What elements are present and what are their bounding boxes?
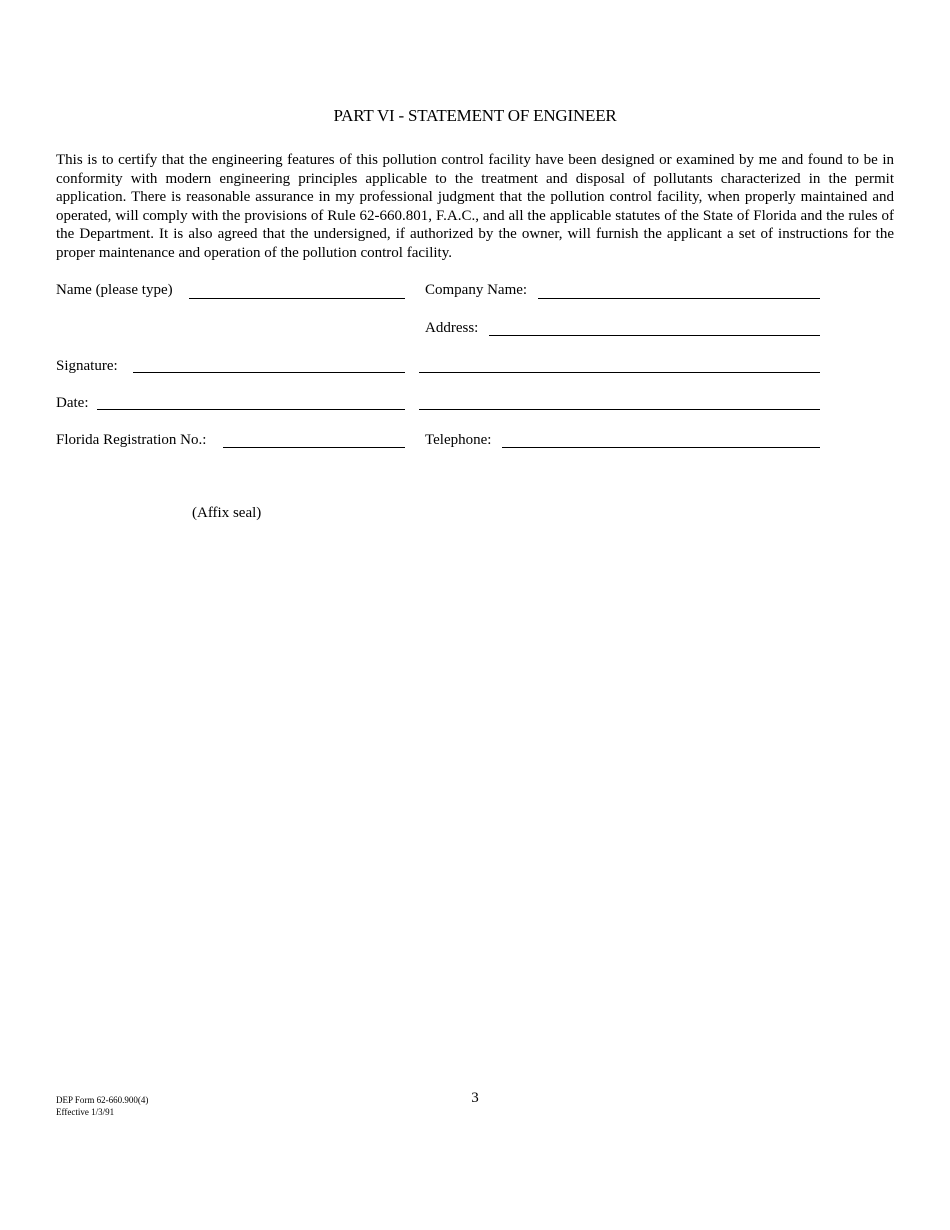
certification-paragraph: This is to certify that the engineering features of this pollution control facility have been designed or examined by me and found to be in conformity with modern engineering principles applicable to the treatment and disposal of pollutants characterized in the permit application. There is reasonable assurance in my professional judgment that the pollution control facility, when properly maintained and operated, will comply with the provisions of Rule 62-660.801, F.A.C., and all the applicable statutes of the State of Florida and the rules of the Department. It is also agreed that the undersigned, if authorized by the owner, will furnish the applicant a set of instructions for the proper maintenance and operation of the pollution control facility. [56, 152, 894, 261]
company-name-field-line[interactable] [538, 298, 820, 299]
signature-label: Signature: [56, 358, 118, 374]
address-field-line[interactable] [489, 335, 820, 336]
address-line-2-field-line[interactable] [419, 372, 820, 373]
signature-field-line[interactable] [133, 372, 405, 373]
name-field-line[interactable] [189, 298, 405, 299]
page-title: PART VI - STATEMENT OF ENGINEER [333, 106, 617, 125]
name-label: Name (please type) [56, 282, 173, 298]
address-line-3-field-line[interactable] [419, 409, 820, 410]
registration-label: Florida Registration No.: [56, 432, 207, 448]
effective-date: Effective 1/3/91 [56, 1107, 115, 1117]
telephone-label: Telephone: [425, 432, 492, 448]
company-name-label: Company Name: [425, 282, 528, 298]
address-label: Address: [425, 320, 479, 336]
telephone-field-line[interactable] [502, 447, 820, 448]
date-label: Date: [56, 395, 89, 411]
date-field-line[interactable] [97, 409, 405, 410]
form-number: DEP Form 62-660.900(4) [56, 1095, 149, 1105]
registration-field-line[interactable] [223, 447, 405, 448]
page-number: 3 [471, 1090, 479, 1106]
affix-seal-label: (Affix seal) [192, 505, 262, 521]
